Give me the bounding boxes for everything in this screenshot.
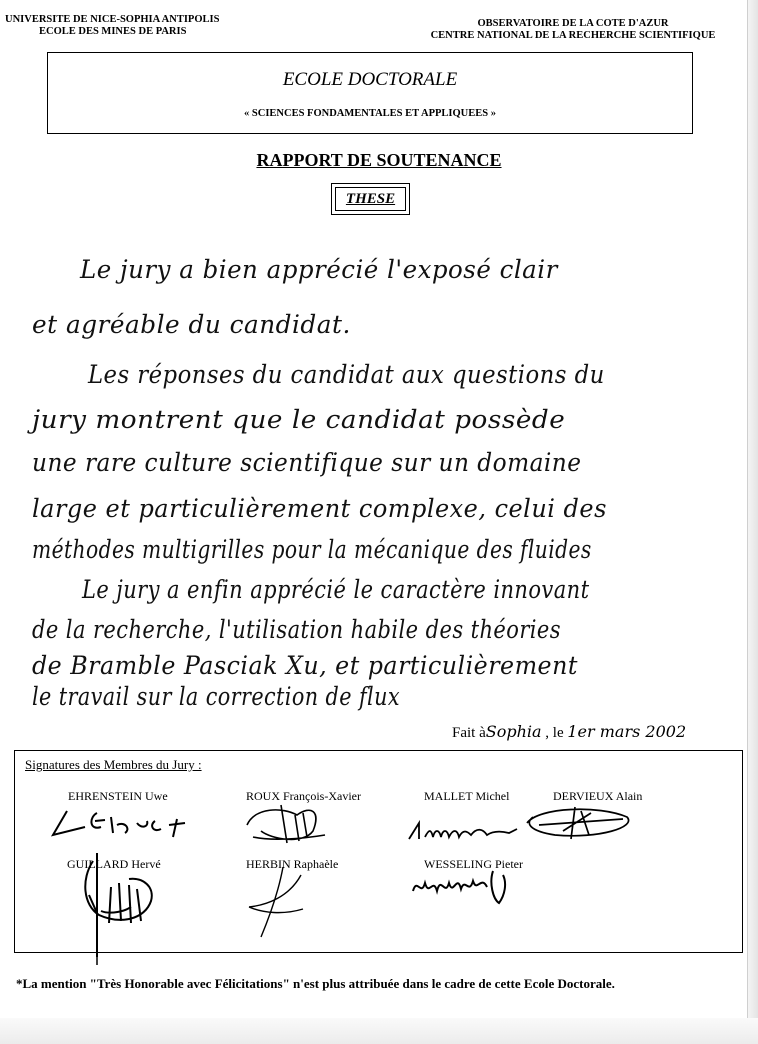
header-right	[428, 18, 718, 42]
place-handwritten: Sophia	[485, 722, 542, 741]
signature-wesseling	[407, 863, 517, 907]
doctoral-school-title: ECOLE DOCTORALE	[282, 69, 458, 90]
handwritten-line: jury montrent que le candidat possède	[32, 405, 566, 434]
handwritten-line: et agréable du candidat.	[32, 310, 351, 339]
doctoral-school-subtitle: « SCIENCES FONDAMENTALES ET APPLIQUEES »	[244, 108, 496, 119]
jury-signatures-box	[14, 750, 743, 953]
handwritten-line: méthodes multigrilles pour la mécanique des fluides	[32, 535, 592, 564]
handwritten-line: le travail sur la correction de flux	[32, 682, 401, 711]
observatory-name: OBSERVATOIRE DE LA COTE D'AZUR	[477, 18, 669, 29]
handwritten-line: de Bramble Pasciak Xu, et particulièrement	[32, 651, 578, 680]
report-title: RAPPORT DE SOUTENANCE	[256, 150, 502, 170]
date-handwritten: 1er mars 2002	[567, 722, 687, 741]
date-prefix: , le	[545, 725, 564, 741]
handwritten-line: Le jury a enfin apprécié le caractère innovant	[82, 575, 590, 604]
handwritten-line: une rare culture scientifique sur un domaine	[32, 448, 582, 477]
jury-member-name: HERBIN Raphaèle	[246, 857, 339, 871]
school-name: ECOLE DES MINES DE PARIS	[39, 26, 187, 37]
thesis-box	[331, 183, 410, 215]
handwritten-line: Le jury a bien apprécié l'exposé clair	[80, 255, 558, 284]
signature-herbin	[243, 861, 313, 941]
jury-member-name: EHRENSTEIN Uwe	[68, 789, 168, 803]
handwritten-line: de la recherche, l'utilisation habile des théories	[32, 615, 561, 644]
university-name: UNIVERSITE DE NICE-SOPHIA ANTIPOLIS	[5, 14, 220, 25]
handwritten-line: Les réponses du candidat aux questions du	[88, 360, 605, 389]
footnote: *La mention "Très Honorable avec Félicitations" n'est plus attribuée dans le cadre de cette Ecole Doctorale.	[16, 976, 615, 991]
place-prefix: Fait à	[452, 725, 486, 741]
signature-guillard	[71, 849, 171, 959]
handwritten-line: large et particulièrement complexe, celui des	[32, 494, 607, 523]
page-bottom-edge	[0, 1018, 758, 1044]
header-left	[5, 14, 219, 38]
signature-mallet	[405, 817, 525, 843]
jury-member-name: MALLET Michel	[424, 789, 510, 803]
jury-member-name: WESSELING Pieter	[424, 857, 523, 871]
cnrs-name: CENTRE NATIONAL DE LA RECHERCHE SCIENTIFIQUE	[430, 30, 716, 41]
thesis-label: THESE	[335, 187, 406, 211]
signatures-title: Signatures des Membres du Jury :	[25, 757, 202, 772]
jury-member-name: ROUX François-Xavier	[246, 789, 361, 803]
jury-member-name: GUILLARD Hervé	[67, 857, 161, 871]
signature-stroke-tail	[93, 921, 103, 981]
signature-dervieux	[519, 803, 635, 843]
doctoral-school-box	[47, 52, 693, 134]
jury-member-name: DERVIEUX Alain	[553, 789, 643, 803]
place-and-date	[452, 722, 686, 742]
signature-roux	[241, 801, 331, 847]
signature-ehrenstein	[45, 803, 215, 843]
